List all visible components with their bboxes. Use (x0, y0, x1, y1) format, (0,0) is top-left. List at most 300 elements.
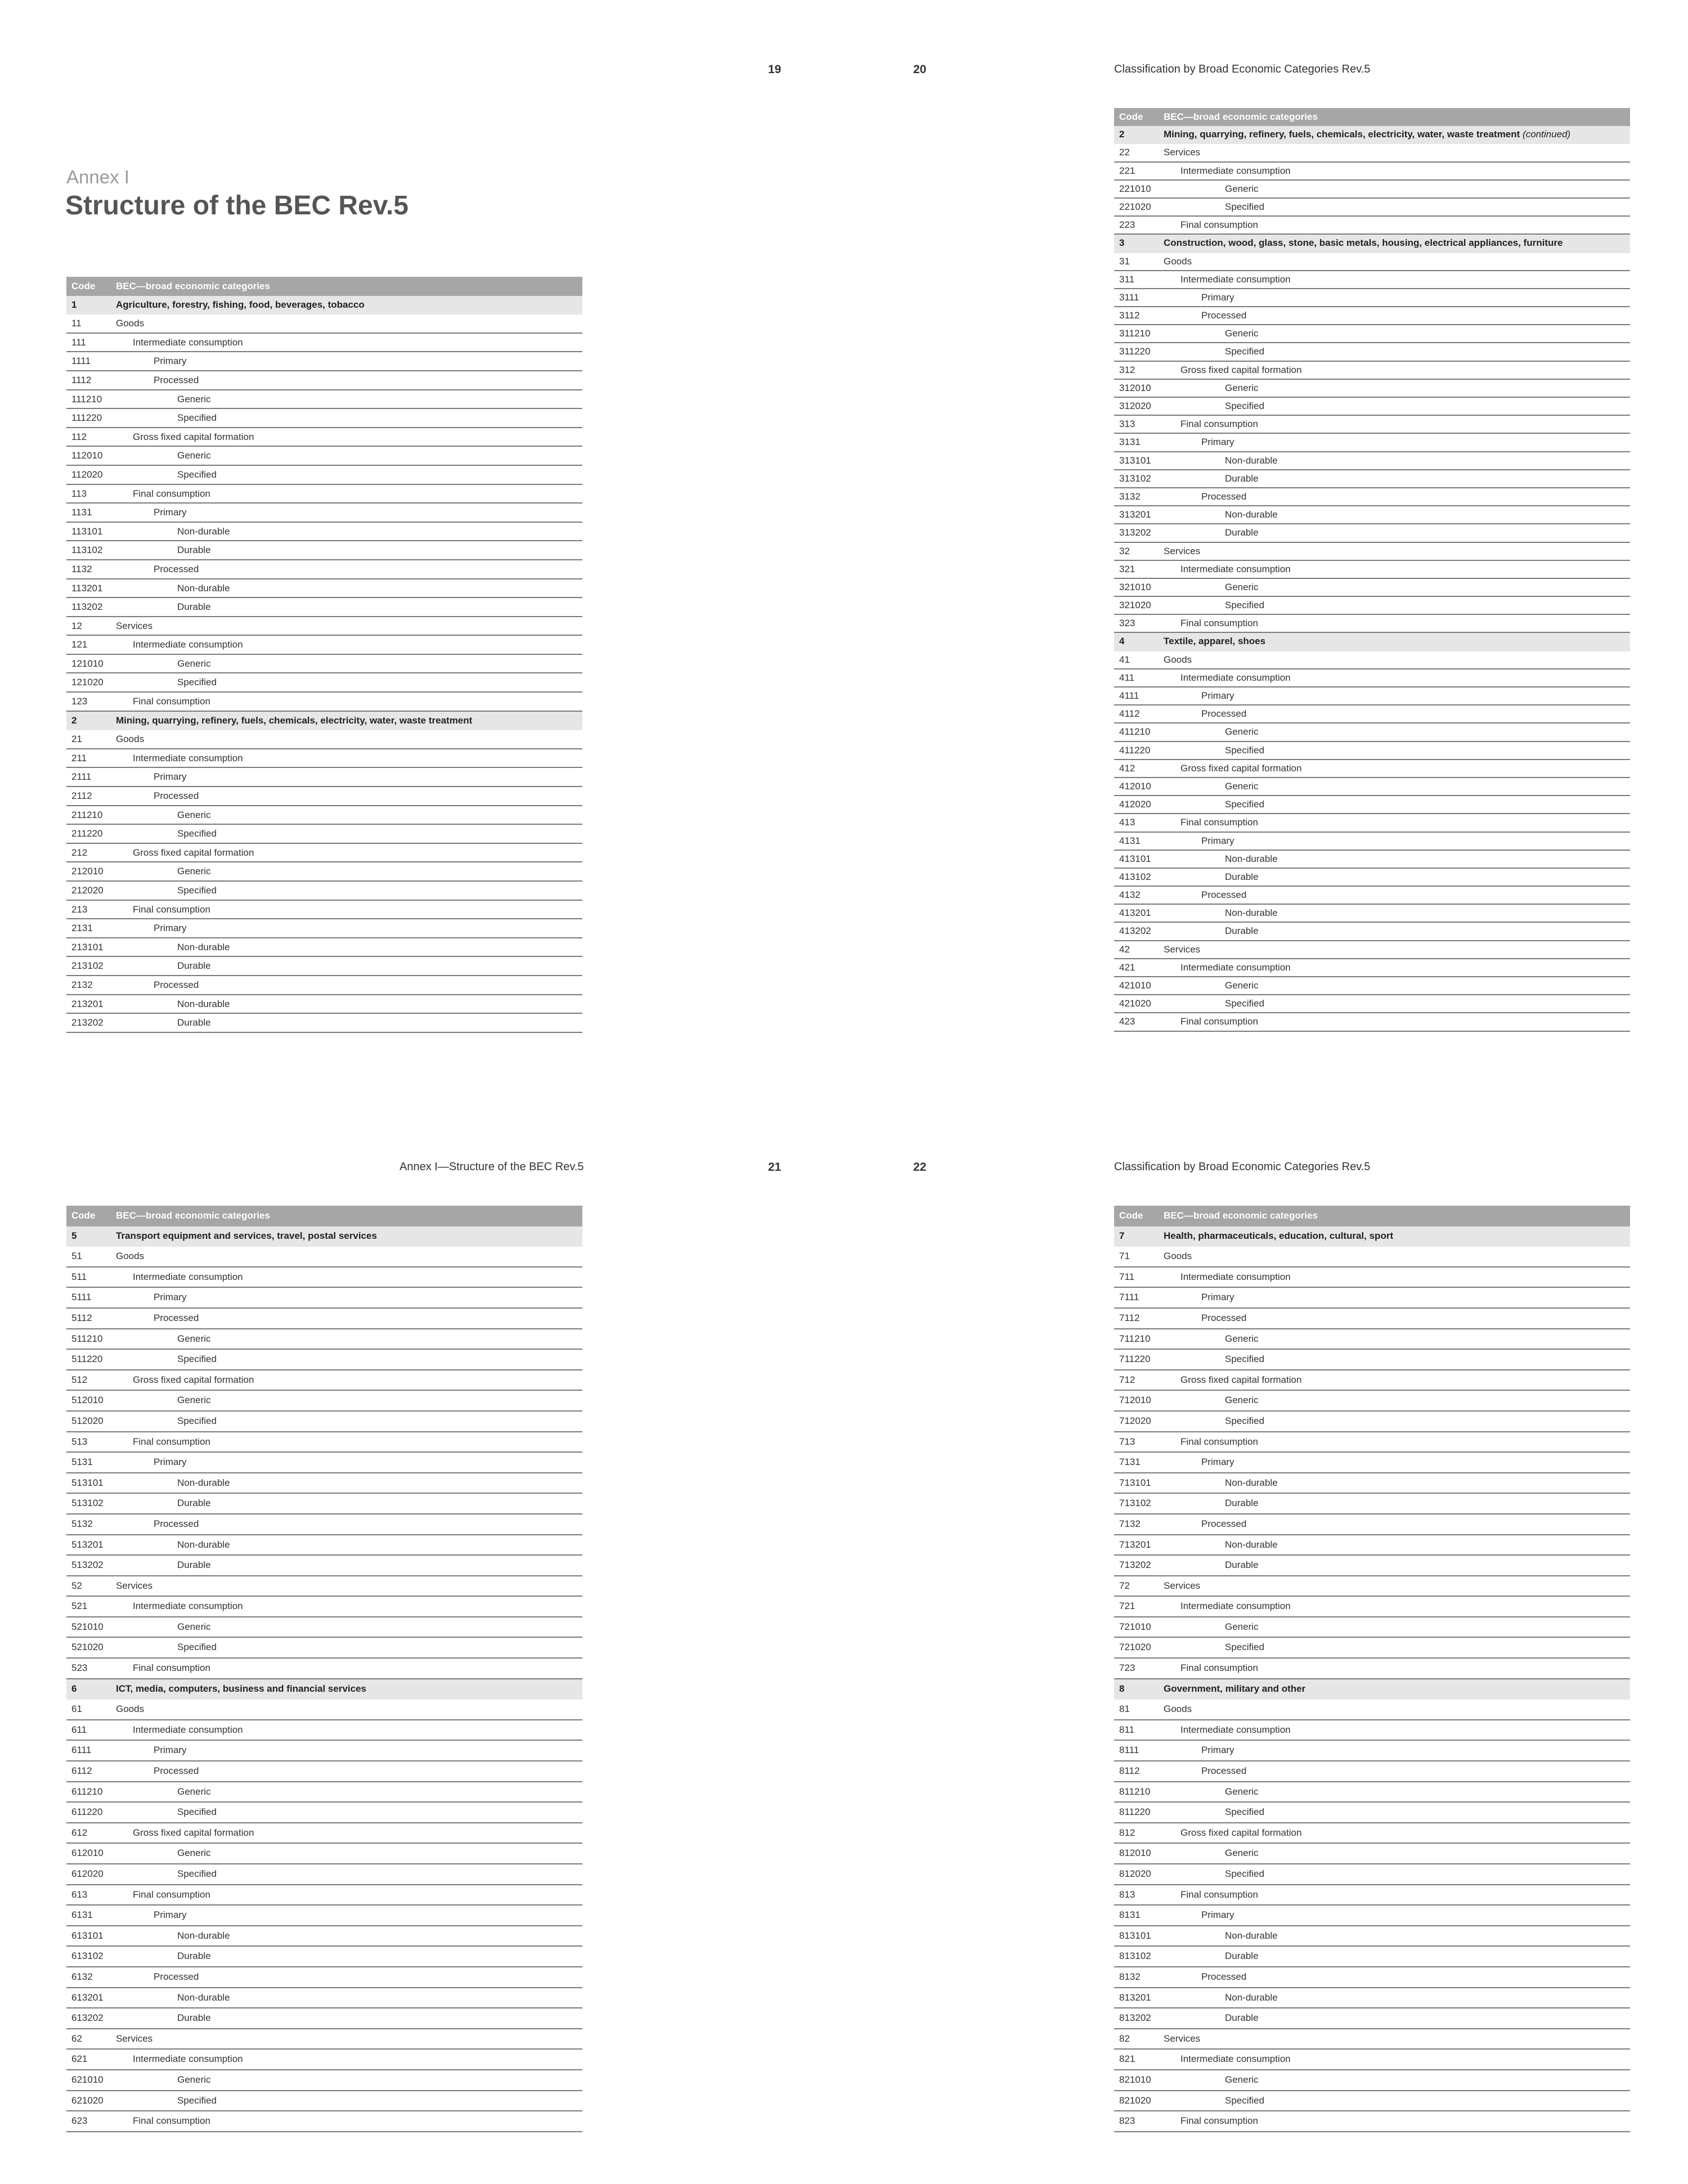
row-code: 612010 (71, 1848, 104, 1859)
page-number-21: 21 (768, 1161, 782, 1174)
row-description-text: Intermediate consumption (133, 752, 243, 763)
row-description-text: Specified (177, 677, 217, 688)
row-description (1164, 163, 1630, 179)
table-row (1114, 1013, 1630, 1031)
table-row (66, 1370, 582, 1391)
table-header-row (1114, 108, 1630, 126)
table-row (1114, 796, 1630, 814)
row-code: 412020 (1119, 799, 1151, 810)
row-description (1164, 887, 1630, 904)
table-row (66, 938, 582, 958)
row-description-text: Processed (1201, 1765, 1247, 1777)
row-description-text: Durable (177, 1951, 211, 1962)
row-description (116, 1885, 582, 1905)
table-row (66, 1947, 582, 1967)
row-description (116, 655, 582, 673)
table-row (66, 1556, 582, 1576)
row-code: 213101 (71, 941, 104, 952)
row-code: 613201 (71, 1992, 104, 2003)
row-code: 113202 (71, 601, 103, 613)
row-description-text: Durable (177, 601, 211, 613)
table-row (66, 825, 582, 844)
row-description-text: Specified (177, 1868, 217, 1879)
table-row (1114, 977, 1630, 995)
row-description-text: Generic (1225, 1848, 1259, 1859)
row-code: 713201 (1119, 1539, 1151, 1550)
table-row (1114, 325, 1630, 343)
row-description-text: Processed (154, 1518, 199, 1529)
table-row (1114, 833, 1630, 851)
table-row (66, 919, 582, 938)
table-row (66, 787, 582, 806)
row-description (1164, 543, 1630, 560)
row-description (116, 976, 582, 994)
row-description (116, 1617, 582, 1637)
row-code: 221 (1119, 165, 1135, 176)
table-row (66, 1741, 582, 1761)
table-row (1114, 488, 1630, 506)
row-code: 613202 (71, 2012, 104, 2024)
row-description-text: Primary (154, 1909, 187, 1921)
row-description (116, 371, 582, 389)
row-code: 1112 (71, 374, 92, 385)
table-row (66, 957, 582, 976)
row-description-text: Primary (1201, 1292, 1234, 1303)
row-code: 312010 (1119, 382, 1151, 393)
row-code: 2 (1119, 129, 1125, 140)
table-row (1114, 1700, 1630, 1720)
row-description-text: Final consumption (1180, 419, 1258, 430)
row-code: 412 (1119, 762, 1135, 774)
row-description-text: Gross fixed capital formation (133, 1827, 254, 1838)
row-code: 713202 (1119, 1560, 1151, 1571)
row-description-text: Durable (177, 545, 211, 556)
row-code: 2111 (71, 771, 92, 783)
row-description-text: Final consumption (1180, 1016, 1258, 1027)
row-description (116, 2008, 582, 2028)
row-code: 112 (71, 431, 87, 442)
row-description-text: Non-durable (177, 1930, 230, 1941)
row-code: 7111 (1119, 1292, 1139, 1303)
row-description-text: Generic (1225, 328, 1259, 339)
row-code: 2 (71, 714, 77, 726)
table-row (1114, 1350, 1630, 1370)
table-row (1114, 1659, 1630, 1679)
row-description (116, 560, 582, 578)
row-description-text: Services (1164, 1580, 1201, 1591)
row-description (1164, 1700, 1630, 1719)
row-code: 512010 (71, 1395, 104, 1406)
row-description (1164, 1453, 1630, 1472)
row-description (116, 1597, 582, 1616)
table-row (1114, 1823, 1630, 1844)
row-code: 713 (1119, 1436, 1135, 1447)
row-description (116, 1473, 582, 1493)
row-code: 321020 (1119, 600, 1151, 611)
bec-table-page-19 (66, 277, 582, 1033)
table-row (66, 352, 582, 371)
table-row (1114, 1288, 1630, 1309)
row-description-text: Generic (1225, 726, 1259, 738)
row-description-text: Generic (177, 658, 211, 669)
row-description (1164, 1535, 1630, 1555)
row-code: 813102 (1119, 1951, 1151, 1962)
table-row (1114, 1926, 1630, 1947)
row-code: 6111 (71, 1745, 92, 1756)
row-description (116, 1638, 582, 1657)
column-header-description: BEC—broad economic categories (116, 281, 270, 291)
row-code: 513102 (71, 1498, 104, 1509)
row-code: 721020 (1119, 1642, 1151, 1653)
row-code: 221020 (1119, 201, 1151, 212)
row-code: 6112 (71, 1765, 92, 1777)
row-code: 6 (71, 1683, 77, 1694)
table-row (66, 1309, 582, 1329)
row-description (116, 1906, 582, 1925)
table-row (66, 617, 582, 636)
row-code: 212010 (71, 866, 104, 877)
row-description (116, 2050, 582, 2069)
row-code: 82 (1119, 2033, 1130, 2044)
row-description (1164, 1720, 1630, 1740)
row-description (116, 1576, 582, 1596)
row-description-text: Generic (177, 1786, 211, 1797)
table-row (1114, 941, 1630, 959)
bec-table-page-20 (1114, 108, 1630, 1032)
row-description (1164, 561, 1630, 578)
row-code: 5132 (71, 1518, 93, 1529)
row-description-text: Generic (177, 1621, 211, 1632)
row-description (116, 693, 582, 711)
continued-note: (continued) (1523, 129, 1571, 140)
row-code: 31 (1119, 255, 1130, 267)
table-row (66, 1844, 582, 1864)
row-code: 721010 (1119, 1621, 1151, 1632)
row-code: 221010 (1119, 183, 1151, 194)
row-description (1164, 2070, 1630, 2090)
row-code: 4111 (1119, 690, 1139, 701)
row-description (116, 882, 582, 900)
row-description (1164, 362, 1630, 379)
row-description (1164, 760, 1630, 777)
table-row (1114, 597, 1630, 615)
row-description (116, 447, 582, 465)
table-row (1114, 1515, 1630, 1535)
table-row (1114, 1803, 1630, 1823)
table-row (66, 1782, 582, 1803)
row-code: 411220 (1119, 744, 1151, 756)
row-description-text: Gross fixed capital formation (133, 431, 254, 442)
table-row (66, 693, 582, 712)
table-row (66, 2050, 582, 2070)
table-row (1114, 742, 1630, 760)
table-row (1114, 687, 1630, 705)
row-description-text: Gross fixed capital formation (1180, 762, 1302, 774)
row-description-text: Durable (177, 1560, 211, 1571)
row-description (1164, 1926, 1630, 1946)
row-code: 413 (1119, 817, 1135, 828)
table-row (1114, 181, 1630, 199)
row-description-text: Generic (177, 809, 211, 820)
table-row (66, 2029, 582, 2050)
row-description (116, 1268, 582, 1287)
row-description (116, 1535, 582, 1555)
row-description-text: Primary (154, 771, 187, 783)
row-description-text: Specified (1225, 744, 1264, 756)
row-description-text: Primary (154, 1292, 187, 1303)
row-description (1164, 1473, 1630, 1493)
table-row (66, 447, 582, 466)
row-code: 113101 (71, 525, 103, 537)
row-code: 3 (1119, 237, 1125, 249)
row-code: 121020 (71, 677, 104, 688)
table-row (1114, 434, 1630, 452)
row-code: 111220 (71, 412, 102, 424)
row-description (1164, 1556, 1630, 1575)
table-row (66, 673, 582, 693)
row-description-text: Non-durable (1225, 853, 1278, 864)
row-description (1164, 1638, 1630, 1657)
row-description-text: Primary (154, 507, 187, 518)
row-description-text: Generic (177, 1333, 211, 1344)
row-code: 22 (1119, 147, 1130, 158)
row-description-text: Specified (1225, 1806, 1264, 1818)
row-code: 121010 (71, 658, 104, 669)
table-row (66, 1906, 582, 1926)
row-description-text: Generic (1225, 382, 1259, 393)
row-description (116, 390, 582, 408)
row-description-text: Durable (177, 960, 211, 972)
row-code: 711 (1119, 1271, 1135, 1282)
table-row (66, 1494, 582, 1515)
row-code: 6131 (71, 1909, 93, 1921)
row-code: 8131 (1119, 1909, 1141, 1921)
row-code: 412010 (1119, 780, 1151, 792)
row-description-text: Goods (116, 1251, 145, 1262)
row-description-text: Generic (1225, 1395, 1259, 1406)
row-description (116, 541, 582, 559)
row-code: 513201 (71, 1539, 104, 1550)
table-row (1114, 506, 1630, 524)
table-row (66, 1473, 582, 1494)
table-row (66, 1288, 582, 1309)
row-description-text: Health, pharmaceuticals, education, cultural, sport (1164, 1230, 1394, 1241)
row-code: 223 (1119, 219, 1135, 231)
row-description (1164, 959, 1630, 976)
row-code: 712 (1119, 1374, 1135, 1385)
table-row (66, 2008, 582, 2029)
table-row (1114, 1494, 1630, 1515)
table-row (66, 409, 582, 428)
row-description-text: Services (1164, 545, 1201, 556)
row-code: 8132 (1119, 1971, 1141, 1982)
row-code: 312 (1119, 364, 1135, 375)
row-description-text: Intermediate consumption (133, 639, 243, 650)
table-row (66, 1515, 582, 1535)
row-description (1164, 1432, 1630, 1452)
row-description-text: Intermediate consumption (1180, 2053, 1291, 2065)
row-code: 62 (71, 2033, 82, 2044)
row-description (1164, 1350, 1630, 1369)
row-description (116, 1432, 582, 1452)
row-description-text: Non-durable (1225, 1477, 1278, 1488)
row-description (1164, 923, 1630, 940)
row-description (1164, 687, 1630, 704)
row-description (1164, 1309, 1630, 1328)
row-description-text: Generic (1225, 183, 1259, 194)
row-description-text: Non-durable (177, 998, 230, 1009)
row-description (1164, 235, 1630, 253)
table-row (66, 579, 582, 599)
row-description (1164, 615, 1630, 632)
table-section-row (66, 1679, 582, 1700)
table-row (1114, 923, 1630, 941)
table-row (1114, 1473, 1630, 1494)
row-description-text: Services (1164, 943, 1201, 955)
row-code: 823 (1119, 2115, 1135, 2127)
row-description-text: Primary (1201, 291, 1234, 303)
row-description-text: Final consumption (133, 488, 210, 499)
row-description-text: Gross fixed capital formation (1180, 1374, 1302, 1385)
row-description (1164, 742, 1630, 759)
row-code: 213202 (71, 1017, 104, 1028)
table-row (66, 2111, 582, 2132)
table-row (66, 2091, 582, 2112)
row-description-text: Processed (154, 1765, 199, 1777)
row-code: 713102 (1119, 1498, 1151, 1509)
row-description-text: Durable (1225, 473, 1259, 484)
row-description-text: Primary (1201, 1909, 1234, 1921)
row-description (1164, 597, 1630, 614)
row-code: 4131 (1119, 835, 1141, 846)
table-row (1114, 2029, 1630, 2050)
row-description (116, 1247, 582, 1266)
row-description-text: Specified (177, 885, 217, 896)
row-code: 4112 (1119, 708, 1140, 720)
row-description (116, 334, 582, 352)
table-row (66, 1638, 582, 1659)
row-description-text: Mining, quarrying, refinery, fuels, chemicals, electricity, water, waste treatment (116, 714, 473, 726)
row-code: 112020 (71, 469, 103, 480)
row-description (116, 957, 582, 975)
row-description-text: Primary (154, 923, 187, 934)
table-row (1114, 1741, 1630, 1761)
table-header-row (1114, 1206, 1630, 1226)
row-description-text: Final consumption (1180, 1436, 1258, 1447)
row-code: 812010 (1119, 1848, 1151, 1859)
row-description-text: Specified (1225, 799, 1264, 810)
row-code: 711220 (1119, 1354, 1151, 1365)
row-code: 71 (1119, 1251, 1130, 1262)
row-code: 41 (1119, 654, 1130, 665)
row-code: 1111 (71, 356, 91, 367)
table-row (1114, 1638, 1630, 1659)
row-description-text: Goods (1164, 654, 1192, 665)
row-description-text: Intermediate consumption (133, 1271, 243, 1282)
row-description (1164, 1741, 1630, 1760)
row-code: 821010 (1119, 2074, 1151, 2085)
row-description (1164, 1370, 1630, 1390)
row-description (1164, 506, 1630, 523)
table-row (66, 730, 582, 749)
table-row (66, 844, 582, 863)
table-row (1114, 307, 1630, 325)
row-description-text: Goods (116, 1704, 145, 1715)
row-description (116, 1947, 582, 1966)
row-description (116, 466, 582, 484)
row-code: 711210 (1119, 1333, 1151, 1344)
row-code: 821 (1119, 2053, 1135, 2065)
row-code: 313201 (1119, 509, 1151, 520)
row-code: 613 (71, 1889, 88, 1900)
row-description-text: Processed (154, 979, 199, 990)
row-description-text: Goods (116, 734, 145, 745)
row-description-text: Durable (1225, 2012, 1259, 2024)
row-code: 312020 (1119, 401, 1151, 411)
table-row (66, 1720, 582, 1741)
row-code: 72 (1119, 1580, 1130, 1591)
row-code: 113 (71, 488, 87, 499)
row-code: 413201 (1119, 907, 1151, 919)
row-code: 421010 (1119, 980, 1151, 991)
table-row (1114, 253, 1630, 271)
row-code: 3111 (1119, 291, 1139, 303)
row-code: 713101 (1119, 1477, 1151, 1488)
table-row (66, 1268, 582, 1288)
row-code: 411 (1119, 672, 1135, 683)
row-description (1164, 325, 1630, 342)
row-description (1164, 1967, 1630, 1987)
row-description (116, 1782, 582, 1802)
row-code: 811210 (1119, 1786, 1151, 1797)
row-description-text: Durable (177, 1498, 211, 1509)
table-row (1114, 851, 1630, 869)
table-row (1114, 1309, 1630, 1329)
row-code: 5112 (71, 1312, 92, 1323)
table-row (1114, 1844, 1630, 1864)
row-description-text: Generic (1225, 2074, 1259, 2085)
row-code: 111210 (71, 393, 102, 405)
row-description (1164, 1659, 1630, 1678)
row-description-text: Final consumption (1180, 1889, 1258, 1900)
row-description (116, 314, 582, 332)
row-description-text: Generic (177, 866, 211, 877)
row-description (1164, 1226, 1630, 1247)
table-row (66, 485, 582, 504)
bec-table-page-21 (66, 1206, 582, 2132)
row-code: 413102 (1119, 871, 1151, 882)
row-code: 313202 (1119, 527, 1151, 538)
row-description-text: Non-durable (1225, 1930, 1278, 1941)
row-code: 2131 (71, 923, 93, 934)
row-code: 112010 (71, 450, 103, 461)
row-code: 3131 (1119, 437, 1141, 448)
row-description (1164, 1013, 1630, 1030)
table-row (1114, 2070, 1630, 2091)
row-description (1164, 869, 1630, 886)
table-row (1114, 452, 1630, 470)
row-description (1164, 253, 1630, 270)
column-header-code: Code (1119, 111, 1143, 122)
row-description-text: Durable (1225, 1560, 1259, 1571)
row-description (1164, 778, 1630, 795)
row-code: 611210 (71, 1786, 103, 1797)
row-description-text: Primary (1201, 690, 1234, 701)
row-description (116, 296, 582, 315)
row-description (116, 2091, 582, 2111)
table-row (66, 1700, 582, 1720)
row-description-text: Intermediate consumption (133, 1724, 243, 1735)
